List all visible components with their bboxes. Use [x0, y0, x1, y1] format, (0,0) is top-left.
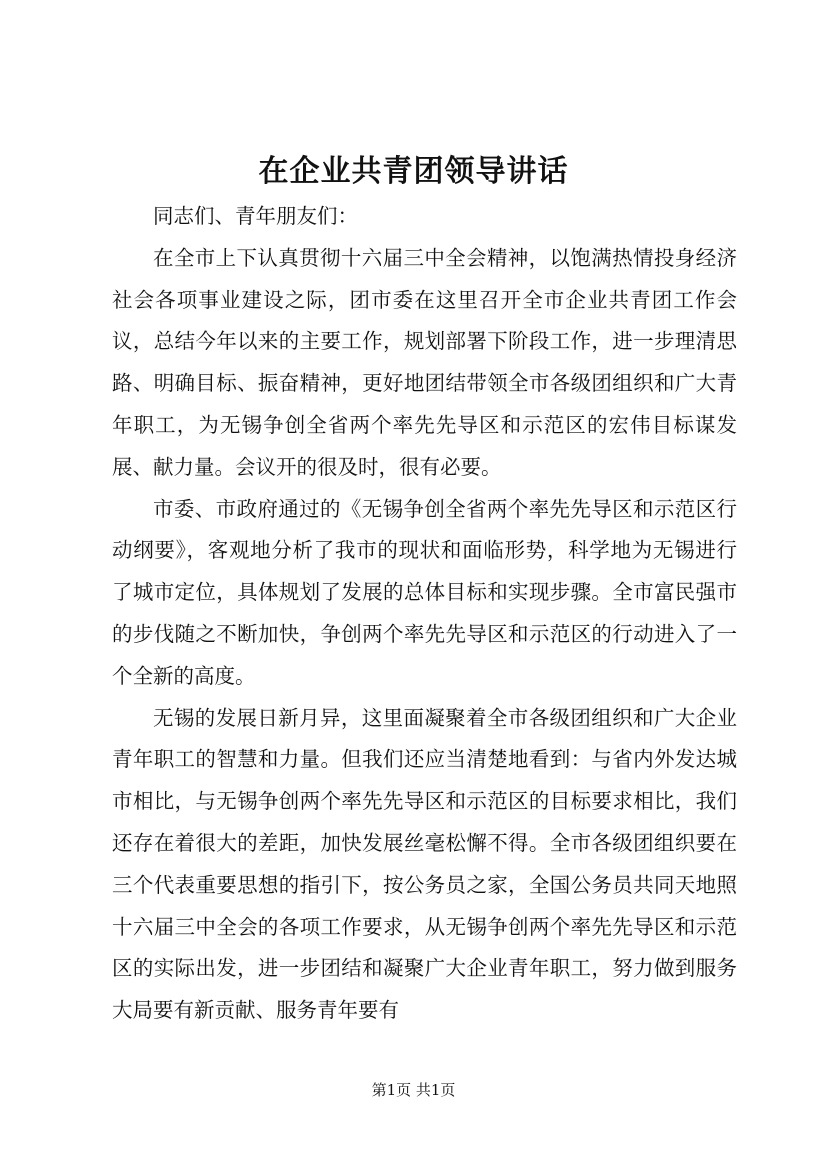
paragraph: 在全市上下认真贯彻十六届三中全会精神，以饱满热情投身经济社会各项事业建设之际，团市委在这里召开全市企业共青团工作会议，总结今年以来的主要工作，规划部署下阶段工作，进一步理清思路、明确目标、振奋精神，更好地团结带领全市各级团组织和广大青年职工，为无锡争创全省两个率先先导区和示范区的宏伟目标谋发展、献力量。会议开的很及时，很有必要。 [112, 245, 737, 479]
document-title: 在企业共青团领导讲话 [258, 154, 569, 189]
paragraph-greeting: 同志们、青年朋友们： [153, 204, 358, 228]
paragraph: 市委、市政府通过的《无锡争创全省两个率先先导区和示范区行动纲要》，客观地分析了我市的现状和面临形势，科学地为无锡进行了城市定位，具体规划了发展的总体目标和实现步骤。全市富民强市的步伐随之不断加快，争创两个率先先导区和示范区的行动进入了一个全新的高度。 [112, 496, 737, 688]
document-body [112, 196, 737, 1032]
page-footer: 第1页 共1页 [371, 1081, 456, 1099]
paragraph: 无锡的发展日新月异，这里面凝聚着全市各级团组织和广大企业青年职工的智慧和力量。但我们还应当清楚地看到：与省内外发达城市相比，与无锡争创两个率先先导区和示范区的目标要求相比，我们还存在着很大的差距，加快发展丝毫松懈不得。全市各级团组织要在三个代表重要思想的指引下，按公务员之家，全国公务员共同天地照十六届三中全会的各项工作要求，从无锡争创两个率先先导区和示范区的实际出发，进一步团结和凝聚广大企业青年职工，努力做到服务大局要有新贡献、服务青年要有 [112, 705, 737, 1023]
